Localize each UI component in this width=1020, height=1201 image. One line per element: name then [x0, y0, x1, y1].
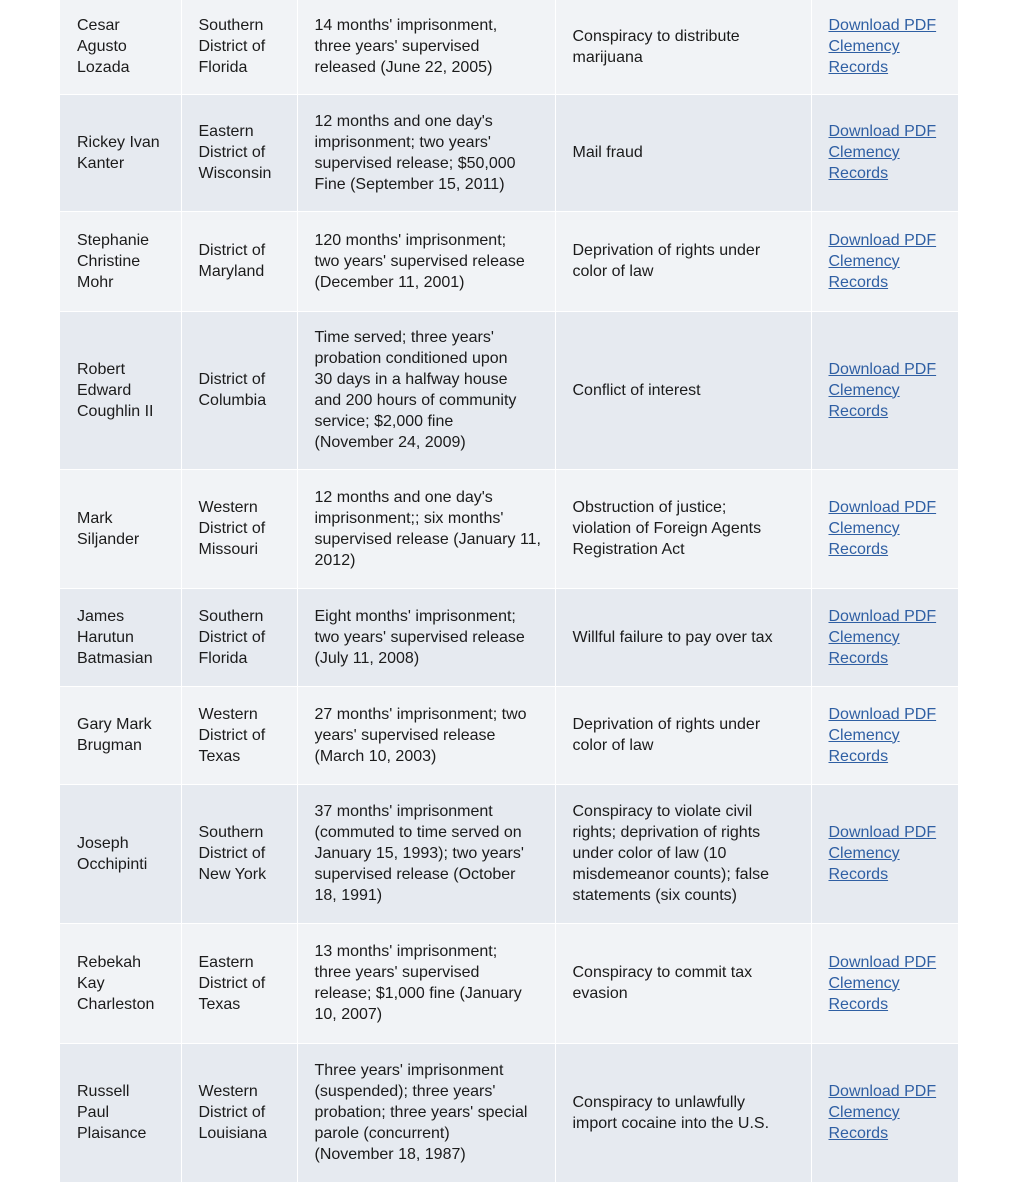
- link-label-line: Download PDF: [828, 499, 937, 516]
- download-clemency-records-link[interactable]: [829, 1081, 949, 1144]
- link-label-line: Records: [828, 59, 889, 77]
- link-label-line: Download PDF: [828, 360, 937, 378]
- link-label-line: Records: [828, 747, 889, 765]
- offender-name-line: Mohr: [77, 273, 114, 291]
- district-line: District of: [198, 38, 266, 56]
- district-cell: [181, 1043, 297, 1182]
- sentence-line: (November 24, 2009): [314, 434, 466, 451]
- sentence-line: probation conditioned upon: [314, 350, 508, 367]
- table-row: [60, 923, 958, 1043]
- link-label-line: Clemency: [828, 845, 900, 862]
- sentence-line: Time served; three years': [314, 329, 494, 346]
- link-label-line: Records: [828, 866, 889, 883]
- offense-line: Conspiracy to unlawfully: [572, 1093, 746, 1111]
- district-cell: [181, 311, 297, 469]
- link-label-line: Records: [828, 995, 889, 1013]
- offense-line: marijuana: [572, 48, 643, 66]
- sentence-line: and 200 hours of community: [314, 392, 517, 409]
- district-line: District of: [198, 242, 266, 259]
- district-line: Louisiana: [198, 1125, 267, 1142]
- offender-name-line: Lozada: [77, 59, 130, 77]
- sentence-line: imprisonment;; six months': [314, 509, 504, 527]
- offender-name-line: Siljander: [77, 530, 140, 548]
- district-line: Missouri: [198, 541, 259, 558]
- link-label-line: Records: [828, 402, 889, 420]
- link-label-line: Records: [828, 1125, 889, 1142]
- offender-name-line: Kay: [77, 974, 105, 992]
- offender-name-cell: [60, 1043, 181, 1182]
- district-cell: [181, 923, 297, 1043]
- district-line: District of: [198, 726, 266, 744]
- clemency-records-cell: [811, 94, 958, 211]
- clemency-records-cell: [811, 0, 958, 94]
- offense-line: rights; deprivation of rights: [572, 824, 761, 841]
- download-clemency-records-link[interactable]: [829, 15, 949, 78]
- table-body: [60, 0, 958, 1182]
- link-label-line: Download PDF: [828, 1083, 937, 1100]
- offender-name-line: James: [77, 607, 125, 625]
- sentence-line: 37 months' imprisonment: [314, 803, 493, 820]
- offense-line: Conspiracy to violate civil: [572, 803, 753, 820]
- sentence-cell: [297, 1043, 555, 1182]
- offense-cell: [555, 588, 811, 686]
- offender-name-cell: [60, 311, 181, 469]
- offense-cell: [555, 211, 811, 311]
- sentence-line: release; $1,000 fine (January: [314, 985, 522, 1002]
- sentence-line: released (June 22, 2005): [314, 59, 493, 77]
- sentence-line: years' supervised release: [314, 726, 496, 744]
- link-label-line: Records: [828, 165, 889, 182]
- link-label-line: Download PDF: [828, 17, 937, 35]
- download-clemency-records-link[interactable]: [829, 704, 949, 767]
- district-line: District of: [198, 1104, 266, 1121]
- sentence-line: January 15, 1993); two years': [314, 845, 524, 862]
- download-clemency-records-link[interactable]: [829, 359, 949, 422]
- offense-line: under color of law (10: [572, 845, 727, 862]
- sentence-line: two years' supervised release: [314, 252, 525, 270]
- link-label-line: Clemency: [828, 726, 900, 744]
- offense-line: import cocaine into the U.S.: [572, 1114, 770, 1132]
- district-line: District of: [198, 628, 266, 646]
- sentence-line: 14 months' imprisonment,: [314, 17, 498, 35]
- table-row: [60, 469, 958, 588]
- clemency-records-cell: [811, 469, 958, 588]
- offense-line: Registration Act: [572, 541, 685, 558]
- sentence-line: (March 10, 2003): [314, 747, 437, 765]
- download-clemency-records-link[interactable]: [829, 606, 949, 669]
- district-cell: [181, 211, 297, 311]
- offender-name-cell: [60, 784, 181, 923]
- sentence-line: Three years' imprisonment: [314, 1062, 504, 1079]
- offender-name-line: Brugman: [77, 737, 142, 754]
- offense-line: Deprivation of rights under: [572, 242, 761, 259]
- link-label-line: Download PDF: [828, 231, 937, 249]
- clemency-records-cell: [811, 686, 958, 784]
- offense-cell: [555, 784, 811, 923]
- offender-name-cell: [60, 588, 181, 686]
- offense-cell: [555, 923, 811, 1043]
- sentence-line: (commuted to time served on: [314, 824, 522, 841]
- download-clemency-records-link[interactable]: [829, 121, 949, 184]
- district-line: Texas: [198, 995, 241, 1013]
- offender-name-line: Batmasian: [77, 649, 153, 667]
- link-label-line: Clemency: [828, 381, 900, 399]
- sentence-line: 10, 2007): [314, 1006, 383, 1023]
- sentence-line: 27 months' imprisonment; two: [314, 705, 527, 723]
- table-row: [60, 784, 958, 923]
- offense-line: Conspiracy to commit tax: [572, 964, 753, 981]
- sentence-line: imprisonment; two years': [314, 133, 491, 151]
- offender-name-line: Edward: [77, 381, 132, 399]
- offender-name-line: Christine: [77, 252, 141, 270]
- download-clemency-records-link[interactable]: [829, 822, 949, 885]
- offender-name-cell: [60, 0, 181, 94]
- table-row: [60, 0, 958, 94]
- offense-cell: [555, 469, 811, 588]
- sentence-line: probation; three years' special: [314, 1104, 528, 1121]
- table-row: [60, 686, 958, 784]
- table-row: [60, 211, 958, 311]
- sentence-line: 30 days in a halfway house: [314, 371, 508, 388]
- district-line: Wisconsin: [198, 165, 272, 182]
- district-line: Florida: [198, 649, 248, 667]
- district-line: Western: [198, 705, 258, 723]
- offender-name-line: Rebekah: [77, 953, 142, 971]
- offender-name-line: Paul: [77, 1104, 110, 1121]
- clemency-records-cell: [811, 588, 958, 686]
- district-cell: [181, 0, 297, 94]
- link-label-line: Clemency: [828, 144, 900, 161]
- offense-line: Mail fraud: [572, 144, 643, 161]
- offender-name-line: Kanter: [77, 154, 125, 172]
- district-line: District of: [198, 974, 266, 992]
- offender-name-line: Agusto: [77, 38, 127, 56]
- sentence-line: 18, 1991): [314, 887, 383, 904]
- clemency-table: [60, 0, 958, 1183]
- sentence-cell: [297, 784, 555, 923]
- district-cell: [181, 469, 297, 588]
- link-label-line: Clemency: [828, 974, 900, 992]
- sentence-line: supervised release (October: [314, 866, 516, 883]
- district-line: Florida: [198, 59, 248, 77]
- district-line: Eastern: [198, 123, 254, 140]
- download-clemency-records-link[interactable]: [829, 230, 949, 293]
- offense-cell: [555, 311, 811, 469]
- offender-name-line: Joseph: [77, 834, 129, 852]
- district-cell: [181, 686, 297, 784]
- offense-line: color of law: [572, 263, 654, 280]
- offense-line: misdemeanor counts); false: [572, 866, 770, 883]
- district-line: Southern: [198, 607, 264, 625]
- link-label-line: Download PDF: [828, 705, 937, 723]
- link-label-line: Download PDF: [828, 607, 937, 625]
- clemency-records-cell: [811, 211, 958, 311]
- offender-name-line: Stephanie: [77, 231, 150, 249]
- sentence-cell: [297, 923, 555, 1043]
- offense-line: Conspiracy to distribute: [572, 27, 740, 45]
- sentence-line: parole (concurrent): [314, 1125, 450, 1142]
- clemency-records-cell: [811, 923, 958, 1043]
- link-label-line: Download PDF: [828, 123, 937, 140]
- table-row: [60, 311, 958, 469]
- table-row: [60, 1043, 958, 1182]
- offender-name-line: Coughlin II: [77, 402, 154, 420]
- sentence-cell: [297, 588, 555, 686]
- sentence-cell: [297, 686, 555, 784]
- link-label-line: Clemency: [828, 628, 900, 646]
- clemency-records-cell: [811, 311, 958, 469]
- sentence-line: (suspended); three years': [314, 1083, 496, 1100]
- link-label-line: Records: [828, 649, 889, 667]
- link-label-line: Records: [828, 273, 889, 291]
- offense-line: Obstruction of justice;: [572, 499, 727, 516]
- sentence-cell: [297, 0, 555, 94]
- sentence-line: 120 months' imprisonment;: [314, 231, 507, 249]
- offense-cell: [555, 1043, 811, 1182]
- district-line: Western: [198, 499, 258, 516]
- district-line: New York: [198, 866, 267, 883]
- sentence-cell: [297, 211, 555, 311]
- district-line: Texas: [198, 747, 241, 765]
- link-label-line: Records: [828, 541, 889, 558]
- offense-line: statements (six counts): [572, 887, 737, 904]
- offense-line: violation of Foreign Agents: [572, 520, 762, 537]
- sentence-line: Eight months' imprisonment;: [314, 607, 516, 625]
- offense-line: color of law: [572, 737, 654, 754]
- district-line: District of: [198, 144, 266, 161]
- sentence-line: supervised release; $50,000: [314, 154, 516, 172]
- sentence-line: service; $2,000 fine: [314, 413, 454, 430]
- offender-name-line: Mark: [77, 509, 113, 527]
- sentence-line: supervised release (January 11,: [314, 530, 541, 548]
- district-line: Maryland: [198, 263, 265, 280]
- district-line: Southern: [198, 824, 264, 841]
- sentence-cell: [297, 94, 555, 211]
- offender-name-line: Rickey Ivan: [77, 133, 160, 151]
- offense-cell: [555, 686, 811, 784]
- link-label-line: Clemency: [828, 38, 900, 56]
- offender-name-line: Harutun: [77, 628, 134, 646]
- sentence-cell: [297, 469, 555, 588]
- offender-name-cell: [60, 923, 181, 1043]
- offense-line: Willful failure to pay over tax: [572, 628, 773, 646]
- district-line: Southern: [198, 17, 264, 35]
- offender-name-line: Robert: [77, 360, 126, 378]
- offense-line: Conflict of interest: [572, 381, 701, 399]
- district-line: Eastern: [198, 953, 254, 971]
- sentence-line: (July 11, 2008): [314, 649, 420, 667]
- offender-name-line: Charleston: [77, 995, 155, 1013]
- offense-cell: [555, 0, 811, 94]
- clemency-table-container: [60, 0, 958, 1183]
- download-clemency-records-link[interactable]: [829, 952, 949, 1015]
- sentence-line: 12 months and one day's: [314, 488, 493, 506]
- offender-name-cell: [60, 469, 181, 588]
- offender-name-line: Occhipinti: [77, 855, 148, 873]
- link-label-line: Download PDF: [828, 824, 937, 841]
- sentence-line: Fine (September 15, 2011): [314, 175, 505, 193]
- offense-line: evasion: [572, 985, 628, 1002]
- sentence-line: 12 months and one day's: [314, 112, 493, 130]
- district-cell: [181, 588, 297, 686]
- offender-name-cell: [60, 94, 181, 211]
- district-line: Western: [198, 1083, 258, 1100]
- sentence-line: 13 months' imprisonment;: [314, 943, 498, 960]
- offender-name-line: Cesar: [77, 17, 120, 35]
- offender-name-line: Russell: [77, 1083, 130, 1100]
- district-line: Columbia: [198, 392, 267, 409]
- district-cell: [181, 94, 297, 211]
- sentence-line: (November 18, 1987): [314, 1146, 466, 1163]
- offense-cell: [555, 94, 811, 211]
- link-label-line: Clemency: [828, 520, 900, 537]
- offender-name-cell: [60, 211, 181, 311]
- sentence-cell: [297, 311, 555, 469]
- clemency-records-cell: [811, 1043, 958, 1182]
- sentence-line: two years' supervised release: [314, 628, 525, 646]
- link-label-line: Download PDF: [828, 953, 937, 971]
- offender-name-line: Plaisance: [77, 1125, 147, 1142]
- district-line: District of: [198, 371, 266, 388]
- district-line: District of: [198, 845, 266, 862]
- clemency-records-cell: [811, 784, 958, 923]
- link-label-line: Clemency: [828, 252, 900, 270]
- table-row: [60, 94, 958, 211]
- district-cell: [181, 784, 297, 923]
- link-label-line: Clemency: [828, 1104, 900, 1121]
- sentence-line: three years' supervised: [314, 38, 480, 56]
- sentence-line: (December 11, 2001): [314, 273, 465, 291]
- sentence-line: 2012): [314, 551, 356, 569]
- table-row: [60, 588, 958, 686]
- download-clemency-records-link[interactable]: [829, 497, 949, 560]
- sentence-line: three years' supervised: [314, 964, 480, 981]
- offender-name-cell: [60, 686, 181, 784]
- offense-line: Deprivation of rights under: [572, 716, 761, 733]
- district-line: District of: [198, 520, 266, 537]
- offender-name-line: Gary Mark: [77, 716, 152, 733]
